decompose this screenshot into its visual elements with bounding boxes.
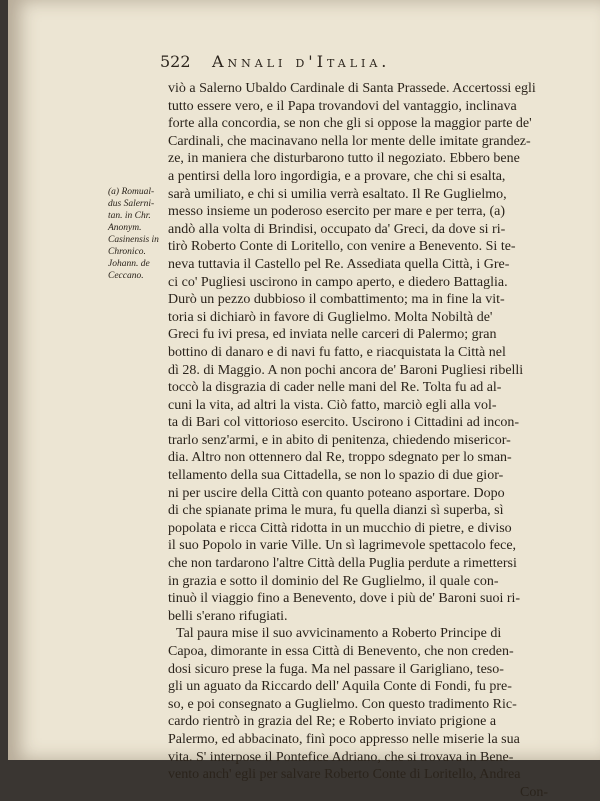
text-line: tutto essere vero, e il Papa trovandovi del vantaggio, inclinava bbox=[168, 98, 517, 114]
text-line: che non tardarono l'altre Città della Puglia perdute a rimettersi bbox=[168, 556, 517, 572]
text-line: toria si dichiarò in favore di Guglielmo. Molta Nobiltà de' bbox=[168, 309, 493, 325]
text-line: cuni la vita, ad altri la vista. Ciò fatto, marciò egli alla vol- bbox=[168, 397, 497, 413]
text-line: gli un aguato da Riccardo dell' Aquila Conte di Fondi, fu pre- bbox=[168, 679, 512, 695]
text-line: Con- bbox=[520, 784, 548, 800]
text-line: tinuò il viaggio fino a Benevento, dove i più de' Baroni suoi ri- bbox=[168, 591, 521, 607]
running-head: Annali d'Italia. bbox=[212, 52, 391, 71]
text-line: dosi sicuro prese la fuga. Ma nel passare il Garigliano, teso- bbox=[168, 661, 504, 677]
text-line: Tal paura mise il suo avvicinamento a Roberto Principe di bbox=[176, 626, 502, 642]
text-line: sarà umiliato, e chi si umilia verrà esaltato. Il Re Guglielmo, bbox=[168, 186, 507, 202]
book-page bbox=[8, 0, 600, 800]
marginal-note-line: tan. in Chr. bbox=[108, 211, 151, 221]
text-line: tellamento della sua Cittadella, se non lo spazio di due gior- bbox=[168, 468, 504, 484]
text-line: ci co' Pugliesi uscirono in campo aperto, e diedero Battaglia. bbox=[168, 274, 508, 290]
marginal-note-line: Anonym. bbox=[108, 223, 142, 233]
text-line: ni per uscire della Città con quanto poteano asportare. Dopo bbox=[168, 485, 505, 501]
text-line: belli s'erano rifugiati. bbox=[168, 608, 288, 624]
text-line: Durò un pezzo dubbioso il combattimento; ma in fine la vit- bbox=[168, 292, 505, 308]
text-line: Capoa, dimorante in essa Città di Benevento, che non creden- bbox=[168, 644, 514, 659]
text-line: Greci fu ivi presa, ed inviata nelle carceri di Palermo; gran bbox=[168, 327, 497, 343]
marginal-note-line: Johann. de bbox=[108, 259, 150, 269]
text-line: trarlo senz'armi, e in abito di penitenza, chiedendo misericor- bbox=[168, 432, 511, 448]
marginal-note-line: Ceccano. bbox=[108, 271, 144, 281]
text-line: Cardinali, che macinavano nella lor mente delle imitate grandez- bbox=[168, 133, 531, 149]
text-line: messo insieme un poderoso esercito per mare e per terra, (a) bbox=[168, 204, 506, 220]
text-line: cardo rientrò in grazia del Re; e Roberto inviato prigione a bbox=[168, 714, 497, 730]
text-line: neva tuttavia il Castello pel Re. Assediata quella Città, i Gre- bbox=[168, 256, 510, 272]
text-line: tirò Roberto Conte di Loritello, con venire a Benevento. Si te- bbox=[168, 239, 516, 255]
text-line: vento anch' egli per salvare Roberto Conte di Loritello, Andrea bbox=[168, 767, 521, 783]
marginal-note bbox=[108, 186, 168, 282]
text-line: andò alla volta di Brindisi, occupato da' Greci, da dove si ri- bbox=[168, 221, 506, 237]
marginal-note-line: (a) Romual- bbox=[108, 187, 155, 197]
text-line: dì 28. di Maggio. A non pochi ancora de' Baroni Pugliesi ribelli bbox=[168, 362, 524, 378]
text-line: dia. Altro non ottennero dal Re, troppo sdegnato per lo sman- bbox=[168, 450, 512, 466]
marginal-note-line: dus Salerni- bbox=[108, 199, 155, 209]
marginal-note-line: Chronico. bbox=[108, 247, 146, 257]
text-line: a pentirsi della loro ingordigia, e a provare, che chi si esalta, bbox=[168, 168, 506, 184]
body-text bbox=[168, 80, 548, 801]
text-line: so, e poi consegnato a Guglielmo. Con questo tradimento Ric- bbox=[168, 696, 517, 712]
text-line: bottino di danaro e di navi fu fatto, e riacquistata la Città nel bbox=[168, 344, 506, 360]
text-line: di che spianate prima le mura, fu quella dianzi sì superba, sì bbox=[168, 503, 504, 519]
text-line: forte alla concordia, se non che gli si oppose la maggior parte de' bbox=[168, 116, 532, 132]
text-line: toccò la disgrazia di cader nelle mani del Re. Tolta fu ad al- bbox=[168, 380, 502, 396]
text-line: Palermo, ed abbacinato, finì poco appresso nelle miserie la sua bbox=[168, 731, 520, 747]
page-header bbox=[160, 52, 540, 72]
text-line: il suo Popolo in varie Ville. Un sì lagrimevole spettacolo fece, bbox=[168, 538, 517, 554]
text-line: ze, in maniera che disturbarono tutto il negoziato. Ebbero bene bbox=[168, 151, 520, 167]
text-line: popolata e ricca Città ridotta in un mucchio di pietre, e diviso bbox=[168, 520, 512, 536]
text-line: in grazia e sotto il dominio del Re Guglielmo, il quale con- bbox=[168, 573, 499, 589]
marginal-note-line: Casinensis in bbox=[108, 235, 159, 245]
page-number: 522 bbox=[160, 52, 191, 71]
text-line: viò a Salerno Ubaldo Cardinale di Santa Prassede. Accertossi egli bbox=[168, 81, 536, 96]
text-line: vita. S' interpose il Pontefice Adriano, che si trovava in Bene- bbox=[168, 749, 514, 765]
text-line: ta di Bari col vittorioso esercito. Uscirono i Cittadini ad incon- bbox=[168, 415, 520, 431]
